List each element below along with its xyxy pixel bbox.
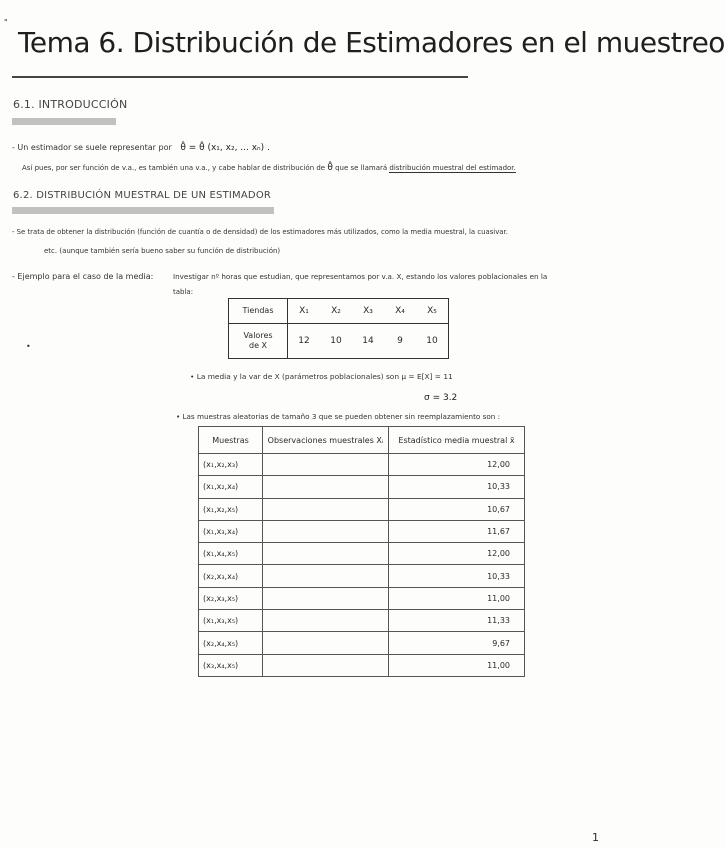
table-row xyxy=(199,498,525,520)
sample-label: (x₂,x₃,x₅) xyxy=(199,587,263,609)
section1-heading: 6.1. INTRODUCCIÓN xyxy=(13,98,128,111)
population-value-x5: 10 xyxy=(426,336,438,346)
page-title: Tema 6. Distribución de Estimadores en el muestreo xyxy=(18,26,725,59)
section1-line2 xyxy=(22,163,516,173)
population-header-x2: X₂ xyxy=(320,299,352,324)
table-row xyxy=(199,632,525,654)
sample-mean: 10,33 xyxy=(389,476,525,498)
sample-obs xyxy=(263,610,389,632)
samples-intro: • Las muestras aleatorias de tamaño 3 que se pueden obtener sin reemplazamiento son : xyxy=(176,412,501,421)
example-prefix: - Ejemplo para el caso de la media: xyxy=(12,272,154,281)
population-value-x2: 10 xyxy=(330,336,342,346)
sample-mean: 10,33 xyxy=(389,565,525,587)
sample-obs xyxy=(263,587,389,609)
sample-mean: 12,00 xyxy=(389,454,525,476)
population-header-x1: X₁ xyxy=(288,299,321,324)
sample-label: (x₂,x₄,x₅) xyxy=(199,632,263,654)
table-row xyxy=(199,587,525,609)
section1-line2-mid: que se llamará xyxy=(335,164,388,172)
sample-mean: 9,67 xyxy=(389,632,525,654)
page-number: 1 xyxy=(592,831,599,844)
population-row1-label: Tiendas xyxy=(229,299,288,324)
population-value-x4: 9 xyxy=(397,336,403,346)
theta-hat-symbol: θ̂ xyxy=(327,163,333,173)
population-header-x5: X₅ xyxy=(416,299,449,324)
sigma-line: σ = 3.2 xyxy=(424,393,458,403)
sample-mean: 10,67 xyxy=(389,498,525,520)
sample-label: (x₁,x₂,x₃) xyxy=(199,454,263,476)
population-table xyxy=(228,298,449,359)
sample-obs xyxy=(263,454,389,476)
section2-highlight xyxy=(12,207,274,214)
section1-line2-text: Así pues, por ser función de v.a., es también una v.a., y cabe hablar de distribución de xyxy=(22,164,326,172)
section1-line1-text: - Un estimador se suele representar por xyxy=(12,143,172,152)
mean-var-line: • La media y la var de X (parámetros poblacionales) son μ = E[X] = 11 xyxy=(190,372,453,381)
population-values-row xyxy=(229,324,449,359)
sample-label: (x₁,x₃,x₅) xyxy=(199,610,263,632)
table-row xyxy=(199,610,525,632)
example-text-2: tabla: xyxy=(173,288,194,296)
sample-mean: 11,67 xyxy=(389,520,525,542)
population-row2-label-b: de X xyxy=(248,341,268,350)
population-value-x3: 14 xyxy=(362,336,374,346)
population-value-x1: 12 xyxy=(298,336,310,346)
sample-obs xyxy=(263,632,389,654)
table-row xyxy=(199,543,525,565)
population-row2-label-a: Valores xyxy=(243,331,273,340)
sample-obs xyxy=(263,476,389,498)
samples-header-observaciones: Observaciones muestrales Xᵢ xyxy=(263,427,389,454)
table-row xyxy=(199,654,525,676)
sample-obs xyxy=(263,520,389,542)
sample-obs xyxy=(263,498,389,520)
sample-mean: 11,00 xyxy=(389,587,525,609)
sample-label: (x₁,x₂,x₅) xyxy=(199,498,263,520)
section1-highlight xyxy=(12,118,116,125)
section2-line1: - Se trata de obtener la distribución (función de cuantía o de densidad) de los estimadores más utilizados, como la media muestral, la cuasivar. xyxy=(12,228,508,236)
title-underline xyxy=(12,76,468,78)
population-header-x4: X₄ xyxy=(384,299,416,324)
corner-mark: " xyxy=(4,18,8,27)
sample-obs xyxy=(263,543,389,565)
population-row2-label xyxy=(229,324,288,359)
table-row xyxy=(199,476,525,498)
population-header-row xyxy=(229,299,449,324)
section2-line2: etc. (aunque también sería bueno saber su función de distribución) xyxy=(44,247,281,255)
samples-table xyxy=(198,426,525,677)
sample-label: (x₂,x₃,x₄) xyxy=(199,565,263,587)
table-row xyxy=(199,520,525,542)
sample-mean: 12,00 xyxy=(389,543,525,565)
sample-label: (x₁,x₃,x₄) xyxy=(199,520,263,542)
population-header-x3: X₃ xyxy=(352,299,384,324)
stray-mark: • xyxy=(26,342,31,351)
sample-label: (x₁,x₄,x₅) xyxy=(199,543,263,565)
sample-mean: 11,33 xyxy=(389,610,525,632)
sample-mean: 11,00 xyxy=(389,654,525,676)
samples-header-row xyxy=(199,427,525,454)
estimator-formula: θ̂ = θ̂ (x₁, x₂, ... xₙ) . xyxy=(180,143,270,153)
term-distribucion-muestral: distribución muestral del estimador. xyxy=(389,164,516,172)
section2-heading: 6.2. DISTRIBUCIÓN MUESTRAL DE UN ESTIMADOR xyxy=(13,190,272,201)
sample-obs xyxy=(263,654,389,676)
table-row xyxy=(199,565,525,587)
sample-obs xyxy=(263,565,389,587)
samples-header-muestras: Muestras xyxy=(199,427,263,454)
table-row xyxy=(199,454,525,476)
sample-label: (x₃,x₄,x₅) xyxy=(199,654,263,676)
example-text-1: Investigar nº horas que estudian, que representamos por v.a. X, estando los valores poblacionales en la xyxy=(173,272,548,281)
sample-label: (x₁,x₂,x₄) xyxy=(199,476,263,498)
samples-header-media: Estadístico media muestral x̄ xyxy=(389,427,525,454)
section1-line1 xyxy=(12,143,270,153)
